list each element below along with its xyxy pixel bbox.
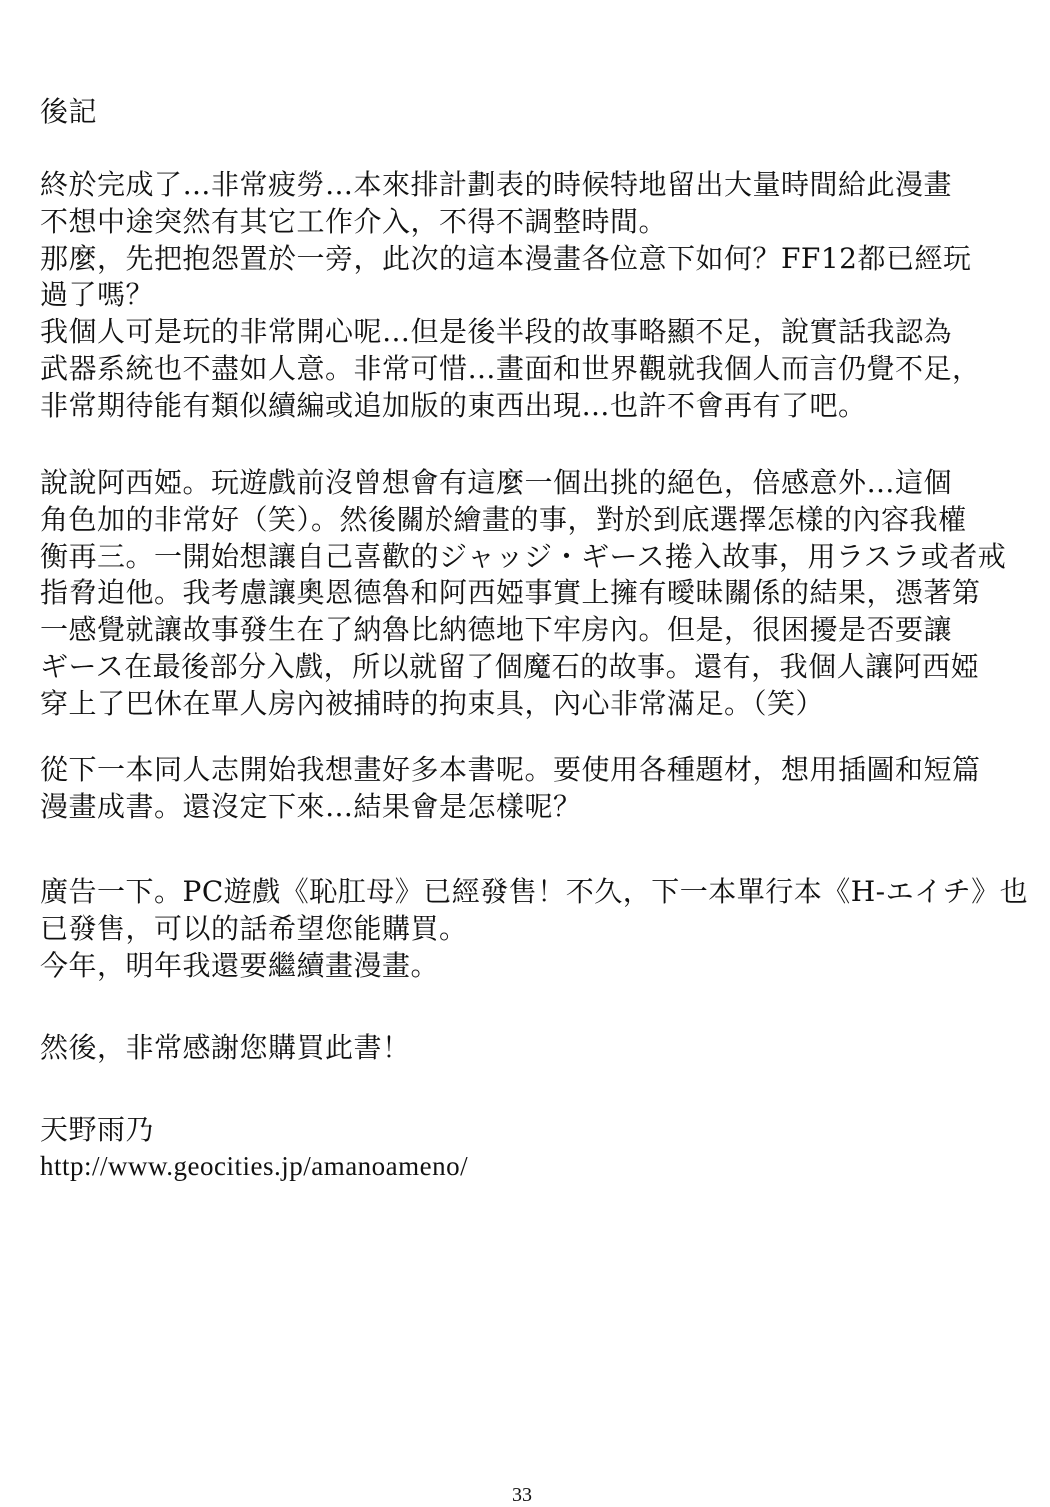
text-line: 今年，明年我還要繼續畫漫畫。: [40, 948, 440, 982]
text-line: 武器系統也不盡如人意。非常可惜…畫面和世界觀就我個人而言仍覺不足，: [40, 352, 981, 385]
text-line: 衡再三。一開始想讓自己喜歡的ジャッジ・ギース捲入故事，用ラスラ或者戒: [40, 539, 1007, 573]
text-line: 指脅迫他。我考慮讓奧恩德魯和阿西婭事實上擁有曖昧關係的結果，憑著第: [40, 576, 981, 610]
text-line: 穿上了巴休在單人房內被捕時的拘束具，內心非常滿足。（笑）: [40, 686, 825, 720]
text-line: 然後，非常感謝您購買此書！: [40, 1031, 411, 1064]
text-line: 一感覺就讓故事發生在了納魯比納德地下牢房內。但是，很困擾是否要讓: [40, 613, 953, 647]
author-name: 天野雨乃: [40, 1113, 155, 1146]
page-title: 後記: [40, 95, 98, 128]
text-line: ギース在最後部分入戲，所以就留了個魔石的故事。還有，我個人讓阿西婭: [40, 650, 980, 683]
text-line: 廣告一下。PC遊戲《恥肛母》已經發售！不久，下一本單行本《H-エイチ》也: [40, 875, 1029, 908]
page-number: 33: [512, 1484, 532, 1506]
text-line: 那麼，先把抱怨置於一旁，此次的這本漫畫各位意下如何？FF12都已經玩: [40, 241, 972, 275]
text-line: 漫畫成書。還沒定下來…結果會是怎樣呢？: [40, 789, 582, 823]
text-line: 已發售，可以的話希望您能購買。: [40, 911, 468, 945]
text-line: 角色加的非常好（笑）。然後關於繪畫的事，對於到底選擇怎樣的內容我權: [40, 502, 967, 536]
text-line: 從下一本同人志開始我想畫好多本書呢。要使用各種題材，想用插圖和短篇: [40, 753, 981, 786]
text-line: 過了嗎？: [40, 278, 155, 312]
text-line: 終於完成了…非常疲勞…本來排計劃表的時候特地留出大量時間給此漫畫: [40, 168, 953, 201]
text-line: 非常期待能有類似續編或追加版的東西出現…也許不會再有了吧。: [40, 388, 867, 422]
text-line: 我個人可是玩的非常開心呢…但是後半段的故事略顯不足，說實話我認為: [40, 315, 953, 349]
author-url[interactable]: http://www.geocities.jp/amanoameno/: [40, 1151, 469, 1181]
text-line: 不想中途突然有其它工作介入，不得不調整時間。: [40, 204, 668, 238]
text-line: 說說阿西婭。玩遊戲前沒曾想會有這麼一個出挑的絕色，倍感意外…這個: [40, 466, 953, 499]
